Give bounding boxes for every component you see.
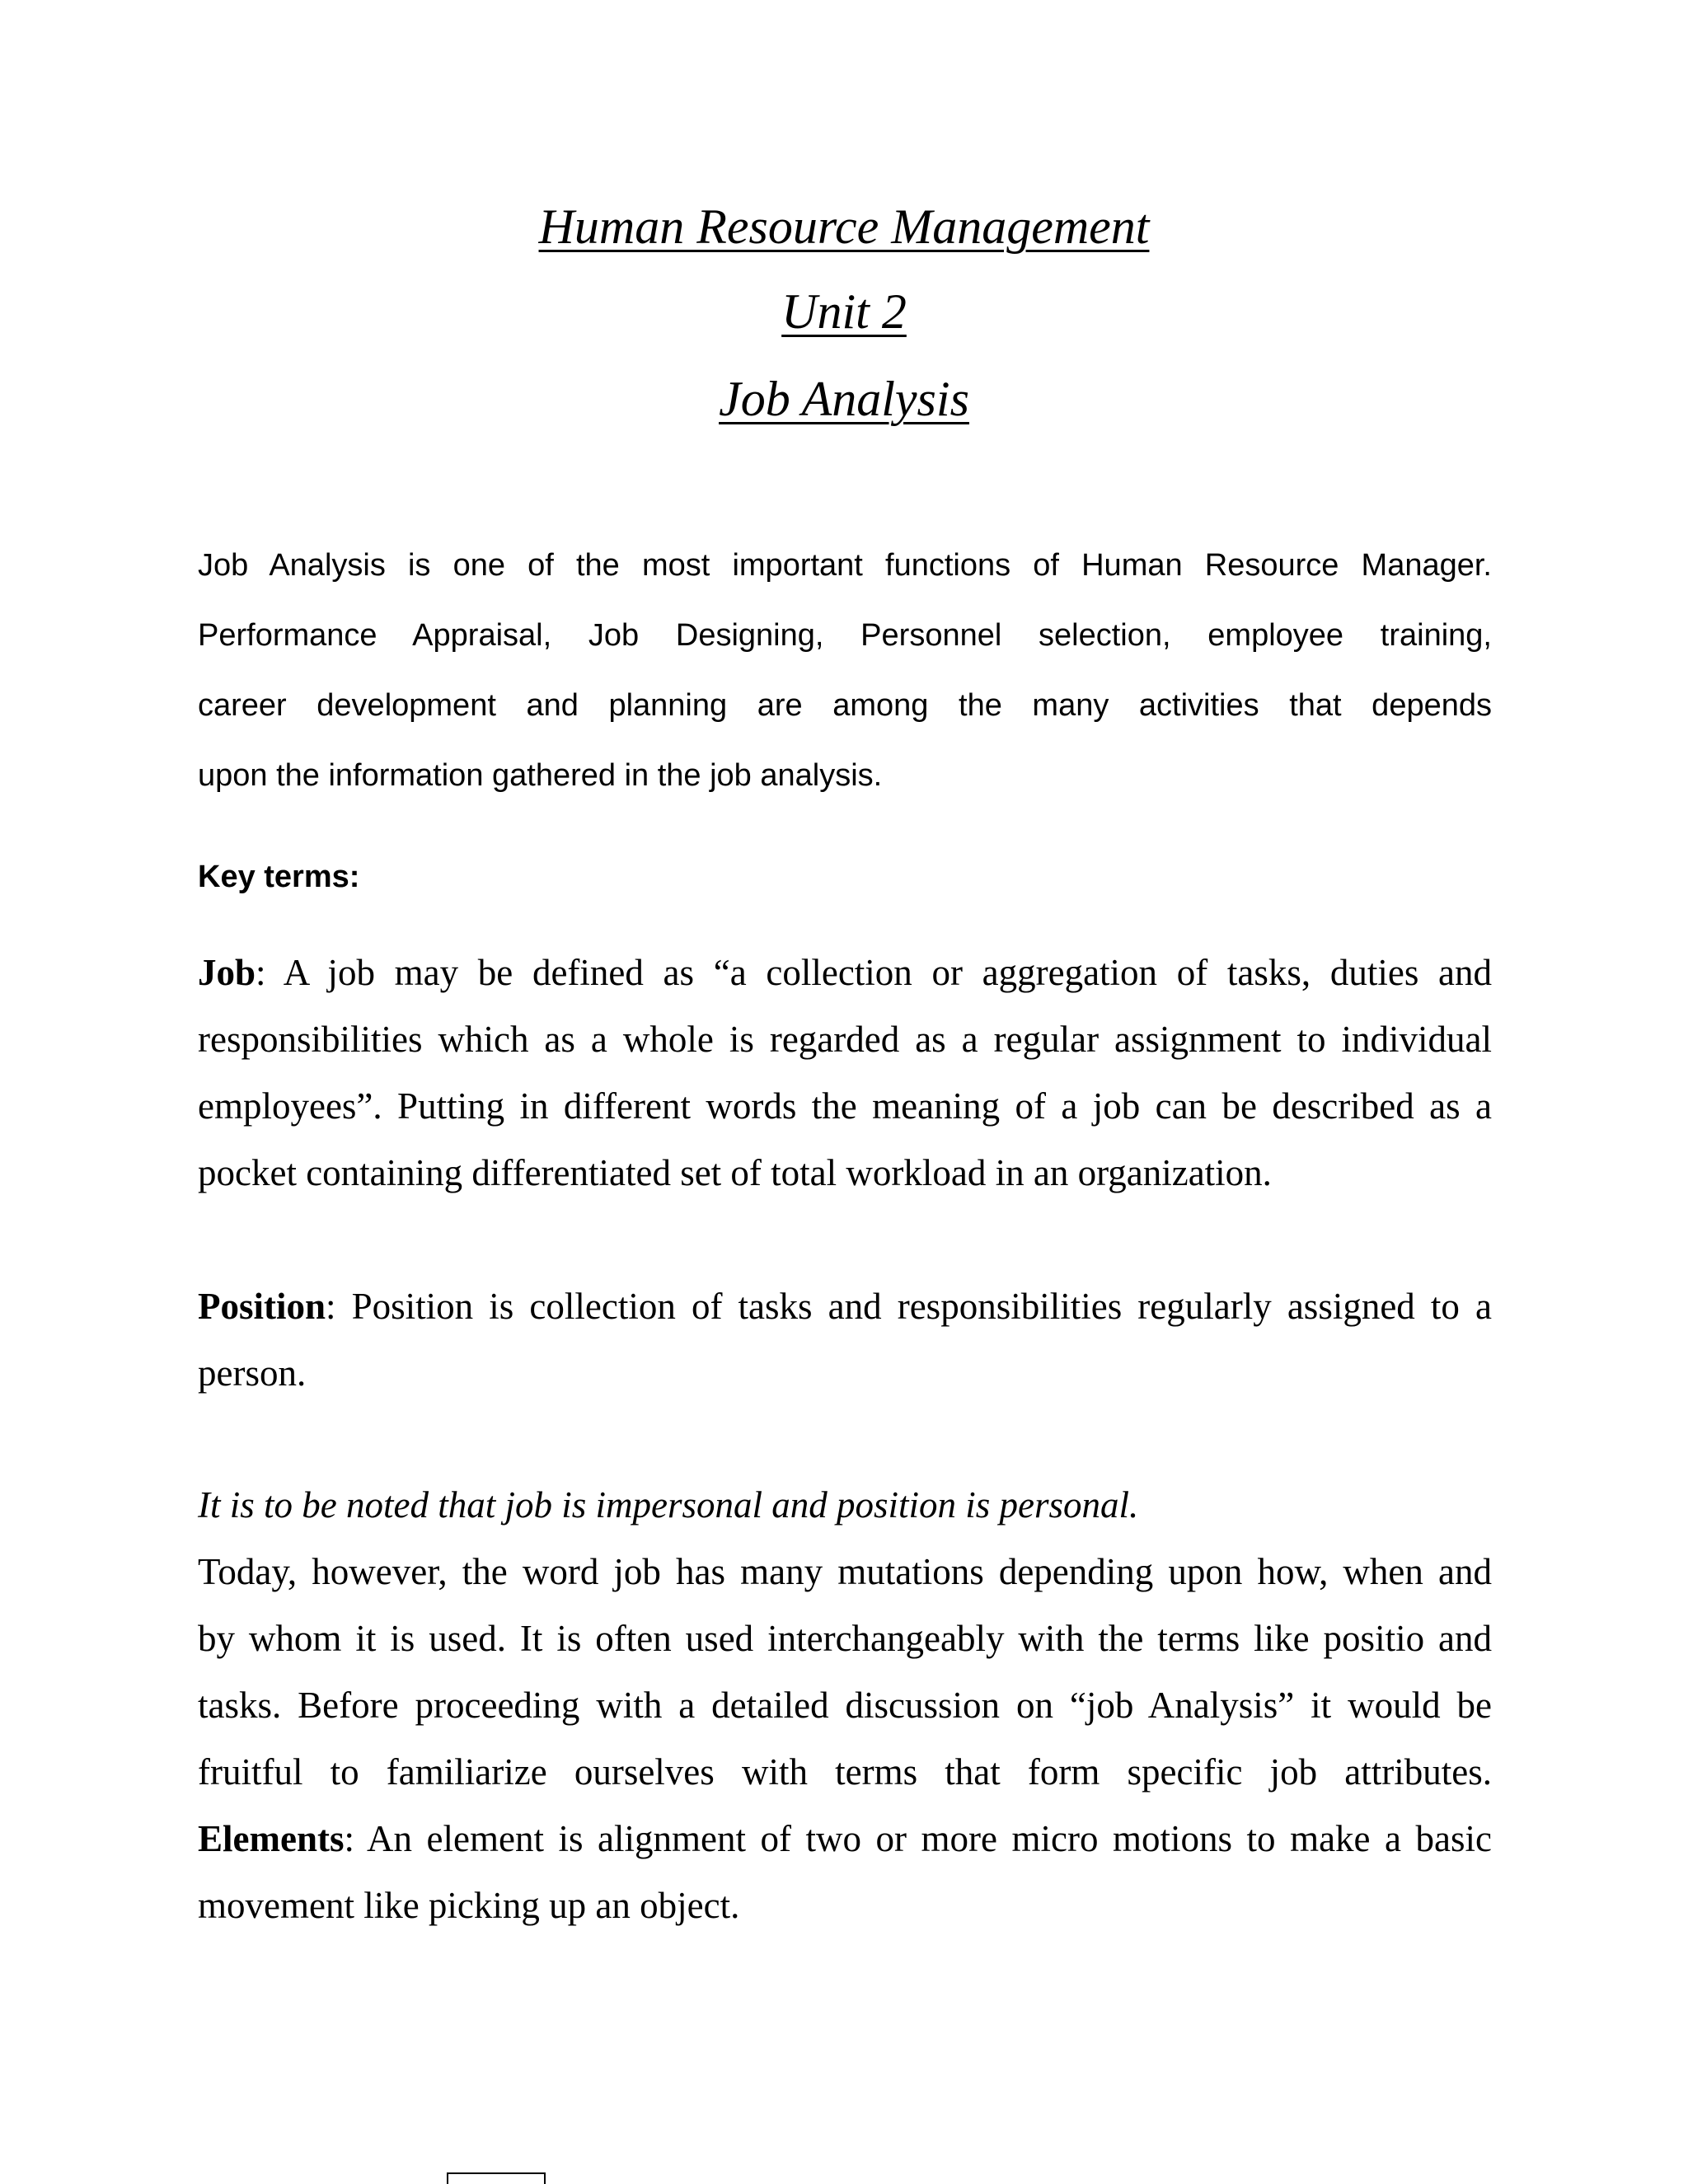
elements-definition-line — [198, 1806, 1492, 1872]
job-definition-line: employees”. Putting in different words the meaning of a job can be described as a — [198, 1085, 1492, 1127]
note-paragraph — [198, 1472, 1492, 1939]
note-italic-line — [198, 1472, 1492, 1539]
note-italic-text: It is to be noted that job is impersonal and position is personal. — [198, 1484, 1139, 1526]
key-terms-heading: Key terms: — [198, 860, 360, 894]
intro-line: Job Analysis is one of the most important functions of Human Resource Manager. — [198, 548, 1492, 583]
intro-paragraph — [198, 531, 1492, 811]
page-footer-mark — [447, 2172, 546, 2184]
elements-definition-text: : An element is alignment of two or more micro motions to make a basic — [344, 1818, 1492, 1859]
note-line: by whom it is used. It is often used interchangeably with the terms like positio and — [198, 1618, 1492, 1659]
position-definition-line: person. — [198, 1352, 307, 1394]
document-title: Human Resource Management — [538, 199, 1150, 254]
term-job: Job — [198, 952, 256, 993]
unit-heading: Unit 2 — [781, 284, 907, 339]
elements-definition-line: movement like picking up an object. — [198, 1885, 740, 1926]
intro-line: upon the information gathered in the job analysis. — [198, 758, 883, 793]
section-heading: Job Analysis — [719, 372, 969, 426]
note-line: fruitful to familiarize ourselves with terms that form specific job attributes. — [198, 1751, 1492, 1793]
job-definition-line: pocket containing differentiated set of total workload in an organization. — [198, 1152, 1272, 1193]
position-definition — [198, 1273, 1492, 1407]
note-line: tasks. Before proceeding with a detailed discussion on “job Analysis” it would be — [198, 1685, 1492, 1726]
note-line: Today, however, the word job has many mutations depending upon how, when and — [198, 1551, 1492, 1592]
term-position: Position — [198, 1286, 326, 1327]
position-definition-line — [198, 1273, 1492, 1340]
position-definition-text: : Position is collection of tasks and responsibilities regularly assigned to a — [326, 1286, 1492, 1327]
intro-line: career development and planning are among the many activities that depends — [198, 688, 1492, 723]
job-definition — [198, 940, 1492, 1207]
intro-line: Performance Appraisal, Job Designing, Personnel selection, employee training, — [198, 618, 1492, 653]
job-definition-line — [198, 940, 1492, 1006]
term-elements: Elements — [198, 1818, 345, 1859]
job-definition-text: : A job may be defined as “a collection or aggregation of tasks, duties and — [256, 952, 1492, 993]
job-definition-line: responsibilities which as a whole is regarded as a regular assignment to individual — [198, 1019, 1492, 1060]
